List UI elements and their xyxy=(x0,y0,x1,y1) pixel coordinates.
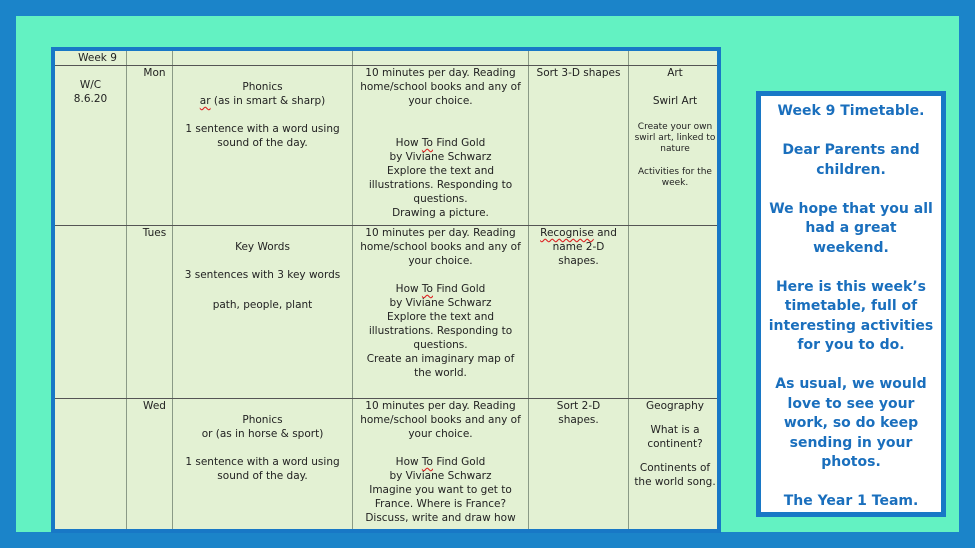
letter-signoff: The Year 1 Team. xyxy=(783,493,919,509)
day-label: Wed xyxy=(127,399,173,529)
week-commencing: W/C 8.6.20 xyxy=(55,66,127,225)
timetable-header-row xyxy=(55,51,717,65)
maths-cell: Sort 3-D shapes xyxy=(529,66,629,225)
letter-paragraph: As usual, we would love to see your work, so do keep sending in your photos. xyxy=(775,376,927,470)
parent-letter xyxy=(761,96,941,512)
topic-cell: Geography What is a continent? Continents of the world song. xyxy=(634,400,716,488)
header-cell xyxy=(629,51,717,65)
header-cell xyxy=(529,51,629,65)
letter-paragraph: Here is this week’s timetable, full of interesting activities for you to do. xyxy=(768,278,934,353)
header-cell xyxy=(127,51,173,65)
empty-cell xyxy=(55,226,127,398)
table-row xyxy=(55,399,717,529)
reading-cell: 10 minutes per day. Reading home/school books and any of your choice. How To Find Gold by Viviane Schwarz Explore the text and illustrations. Responding to questions. Create an imaginary map of the world. xyxy=(353,226,529,398)
phonics-cell: Key Words 3 sentences with 3 key words path, people, plant xyxy=(173,226,353,398)
maths-cell: Recognise and name 2-D shapes. xyxy=(529,226,629,398)
table-row xyxy=(55,226,717,398)
empty-cell xyxy=(55,399,127,529)
topic-cell xyxy=(629,226,717,398)
table-row xyxy=(55,66,717,225)
reading-cell: 10 minutes per day. Reading home/school books and any of your choice. How To Find Gold by Viviane Schwarz Imagine you want to get to France. Where is France? Discuss, write and draw how xyxy=(353,399,529,529)
letter-paragraph: We hope that you all had a great weekend. xyxy=(769,200,933,256)
letter-frame xyxy=(756,91,946,517)
reading-cell: 10 minutes per day. Reading home/school books and any of your choice. How To Find Gold by Viviane Schwarz Explore the text and illustrations. Responding to questions. Drawing a picture. xyxy=(353,66,529,225)
letter-greeting: Dear Parents and children. xyxy=(782,142,920,178)
phonics-cell: Phonics or (as in horse & sport) 1 sentence with a word using sound of the day. xyxy=(173,399,353,529)
day-label: Mon xyxy=(127,66,173,225)
header-cell xyxy=(173,51,353,65)
letter-title: Week 9 Timetable. xyxy=(777,103,925,119)
day-label: Tues xyxy=(127,226,173,398)
phonics-cell: Phonics ar (as in smart & sharp) 1 sentence with a word using sound of the day. xyxy=(173,66,353,225)
week-label: Week 9 xyxy=(55,51,127,65)
topic-cell: Art Swirl Art Create your own swirl art, linked to nature Activities for the week. xyxy=(634,67,716,188)
timetable-frame xyxy=(51,47,721,533)
header-cell xyxy=(353,51,529,65)
slide xyxy=(16,16,959,532)
timetable xyxy=(55,51,717,529)
maths-cell: Sort 2-D shapes. xyxy=(529,399,629,529)
